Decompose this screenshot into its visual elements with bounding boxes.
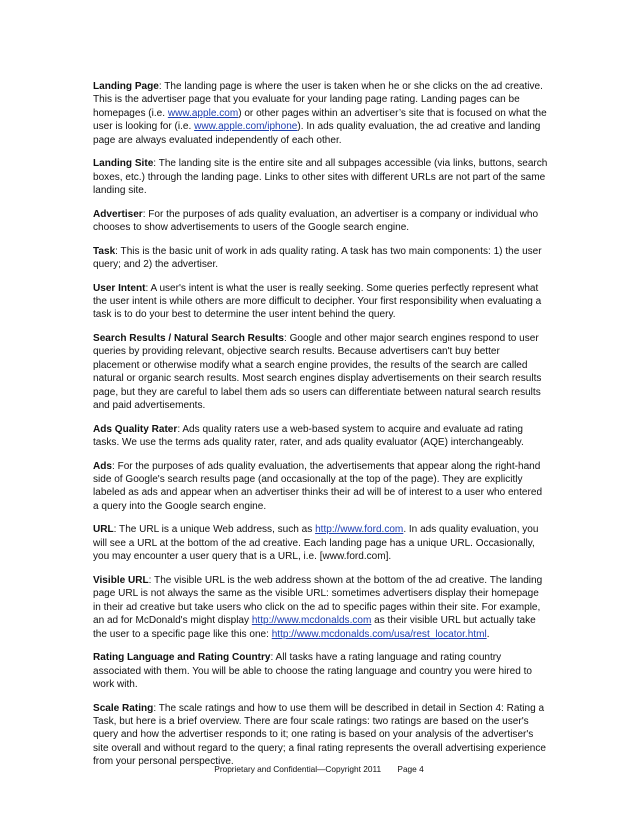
definition-text: : The landing site is the entire site and all subpages accessible (via links, buttons, search boxes, etc.) through the landing page. Links to other sites with different URLs are not part of the same landing site.: [93, 158, 548, 197]
definition-landing-page: [93, 80, 548, 147]
term-rating-language: Rating Language and Rating Country: [93, 652, 271, 664]
definition-landing-site: [93, 157, 548, 197]
url-link[interactable]: www.apple.com/iphone: [194, 121, 298, 133]
definition-visible-url: [93, 574, 548, 641]
definition-text: as their visible URL but actually take the user to a specific page like this one:: [93, 615, 536, 640]
definition-text: .: [486, 628, 490, 640]
definition-task: [93, 245, 548, 272]
term-user-intent: User Intent: [93, 282, 146, 294]
definition-ads: [93, 460, 548, 514]
term-advertiser: Advertiser: [93, 208, 143, 220]
footer-copyright: Proprietary and Confidential—Copyright 2011: [214, 764, 382, 774]
page-number: Page 4: [397, 764, 424, 774]
definition-ads-quality-rater: [93, 423, 548, 450]
definition-search-results: [93, 332, 548, 412]
definition-user-intent: [93, 282, 548, 322]
definition-text: : The URL is a unique Web address, such as: [113, 524, 316, 536]
url-link[interactable]: http://www.ford.com: [315, 524, 404, 536]
definition-text: : A user's intent is what the user is really seeking. Some queries perfectly represent what the user intent is while others are more difficult to decipher. Your first responsibility when evaluating a task is to do your best to determine the user intent behind the query.: [93, 282, 542, 321]
url-link[interactable]: http://www.mcdonalds.com: [251, 615, 372, 627]
definition-scale-rating: [93, 702, 548, 769]
definition-rating-language: [93, 651, 548, 691]
definition-advertiser: [93, 208, 548, 235]
document-body: [93, 80, 548, 779]
definition-text: : All tasks have a rating language and rating country associated with them. You will be able to choose the rating language and country you were hired to work with.: [93, 652, 532, 690]
term-task: Task: [93, 245, 116, 257]
term-search-results: Search Results / Natural Search Results: [93, 333, 284, 345]
url-link[interactable]: www.apple.com: [167, 107, 239, 119]
definition-text: ) or other pages within an advertiser’s site that is focused on what the user is looking for (i.e.: [93, 107, 547, 133]
definition-text: : The scale ratings and how to use them will be described in detail in Section 4: Rating a Task, but here is a brief overview. There are four scale ratings: two ratings are based on the user's query and how the advertiser responds to it; one rating is based on your analysis of the advertiser's site overall and without regard to the query; a final rating represents the overall advertising experience from your personal perspective.: [93, 702, 546, 768]
term-ads: Ads: [93, 460, 112, 472]
term-landing-page: Landing Page: [93, 81, 159, 92]
definition-text: ). In ads quality evaluation, the ad creative and landing page are always evaluated independently of each other.: [93, 121, 541, 146]
definition-url: [93, 523, 548, 563]
term-url: URL: [93, 524, 114, 536]
definition-text: : The landing page is where the user is taken when he or she clicks on the ad creative. This is the advertiser page that you evaluate for your landing page rating. Landing pages can be homepages (i.e.: [93, 81, 543, 119]
definition-text: : Google and other major search engines respond to user queries by providing relevant, objective search results. Because advertisers can't buy better placement or otherwise modify what a search engine provides, the results of the search are called natural or organic search results. Most search engines display advertisements on their search results page, but they are careful to label them ads so users can differentiate between natural search results and paid advertisements.: [93, 333, 542, 412]
term-ads-quality-rater: Ads Quality Rater: [93, 423, 178, 435]
definition-text: : Ads quality raters use a web-based system to acquire and evaluate ad rating tasks. We use the terms ads quality rater, rater, and ads quality evaluator (AQE) interchangeably.: [93, 423, 524, 449]
term-scale-rating: Scale Rating: [93, 702, 154, 714]
definition-text: . In ads quality evaluation, you will see a URL at the bottom of the ad creative. Each landing page has a unique URL. Occasionally, you may encounter a user query that is a URL, i.e. [www.ford.com].: [93, 524, 539, 563]
definition-text: : For the purposes of ads quality evaluation, the advertisements that appear along the right-hand side of Google's search results page (and occasionally at the top of the page). They are explicitly labeled as ads and appear when an advertiser thinks their ad will be of interest to a user who entered a query into the Google search engine.: [93, 460, 543, 512]
definition-text: : The visible URL is the web address shown at the bottom of the ad creative. The landing page URL is not always the same as the visible URL: sometimes advertisers display their homepage in their ad creative but take users who click on the ad to specific pages within their site. For example, an ad for McDonald's might display: [93, 574, 543, 627]
term-visible-url: Visible URL: [93, 574, 149, 586]
definition-text: : This is the basic unit of work in ads quality rating. A task has two main components: 1) the user query; and 2) the advertiser.: [93, 245, 542, 271]
page-footer: [0, 764, 638, 774]
definition-text: : For the purposes of ads quality evaluation, an advertiser is a company or individual who chooses to show advertisements to users of the Google search engine.: [93, 208, 539, 234]
url-link[interactable]: http://www.mcdonalds.com/usa/rest_locator.html: [271, 628, 487, 640]
term-landing-site: Landing Site: [93, 158, 154, 170]
